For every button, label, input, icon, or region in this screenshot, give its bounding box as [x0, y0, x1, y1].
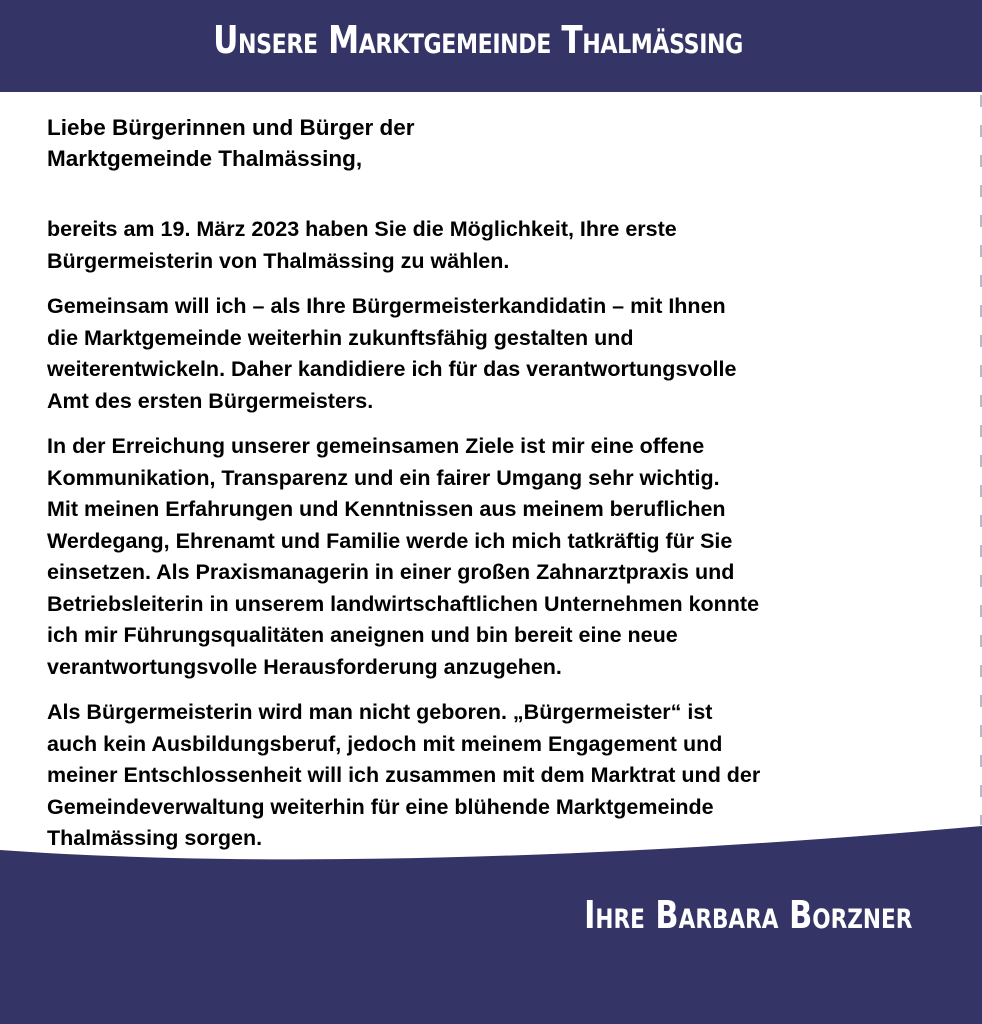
paragraph	[47, 431, 947, 683]
greeting	[47, 112, 947, 174]
paragraph-line: bereits am 19. März 2023 haben Sie die Möglichkeit, Ihre erste	[47, 217, 677, 241]
paragraph-line: Kommunikation, Transparenz und ein fairer Umgang sehr wichtig.	[47, 465, 720, 490]
paragraph-line: Amt des ersten Bürgermeisters.	[47, 388, 374, 413]
paragraph-line: Bürgermeisterin von Thalmässing zu wählen.	[47, 248, 510, 273]
paragraph-line: Betriebsleiterin in unserem landwirtschaftlichen Unternehmen konnte	[47, 591, 760, 616]
paragraph-line: weiterentwickeln. Daher kandidiere ich für das verantwortungsvolle	[47, 357, 737, 381]
greeting-line: Marktgemeinde Thalmässing,	[47, 146, 363, 171]
footer-band	[0, 820, 982, 1024]
paragraph-line: Als Bürgermeisterin wird man nicht geboren. „Bürgermeister“ ist	[47, 700, 713, 724]
paragraph-line: Gemeinsam will ich – als Ihre Bürgermeisterkandidatin – mit Ihnen	[47, 294, 726, 318]
header-band	[0, 0, 982, 92]
paragraph-line: meiner Entschlossenheit will ich zusammen mit dem Marktrat und der	[47, 763, 761, 787]
paragraph	[47, 291, 947, 417]
paragraph-line: ich mir Führungsqualitäten aneignen und bin bereit eine neue	[47, 623, 678, 647]
paragraph-line: verantwortungsvolle Herausforderung anzugehen.	[47, 654, 562, 679]
paragraph-line: In der Erreichung unserer gemeinsamen Ziele ist mir eine offene	[47, 434, 705, 458]
paragraph	[47, 214, 947, 277]
paragraph-line: einsetzen. Als Praxismanagerin in einer großen Zahnarztpraxis und	[47, 560, 735, 584]
greeting-line: Liebe Bürgerinnen und Bürger der	[47, 115, 415, 140]
paragraph-line: Mit meinen Erfahrungen und Kenntnissen aus meinem beruflichen	[47, 497, 726, 521]
paragraph-line: auch kein Ausbildungsberuf, jedoch mit meinem Engagement und	[47, 731, 723, 756]
letter-body	[47, 112, 947, 869]
paragraph-line: Gemeindeverwaltung weiterhin für eine blühende Marktgemeinde	[47, 794, 714, 819]
paragraph-line: Thalmässing sorgen.	[47, 826, 263, 850]
page-title: Unsere Marktgemeinde Thalmässing	[213, 18, 743, 62]
signature: Ihre Barbara Borzner	[583, 893, 912, 937]
paragraph-line: die Marktgemeinde weiterhin zukunftsfähig gestalten und	[47, 325, 634, 350]
paragraph-line: Werdegang, Ehrenamt und Familie werde ich mich tatkräftig für Sie	[47, 528, 733, 553]
